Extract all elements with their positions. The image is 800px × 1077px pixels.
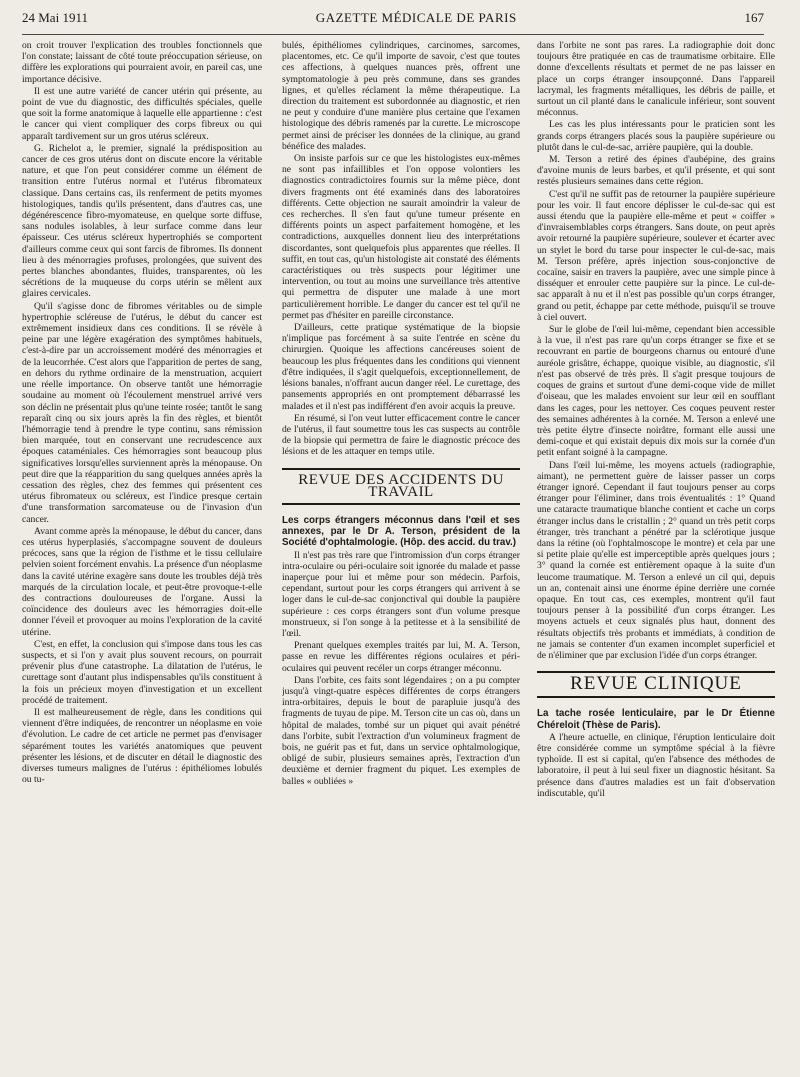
paragraph: C'est qu'il ne suffit pas de retourner la paupière supérieure pour les voir. Il faut encore déplisser le cul-de-sac qui est aussi étendu que la paupière elle-même et peut « coiffer » d'invraisemblables corps étrangers. Sans doute, on peut après avoir retourné la paupière supérieure, soulever et écarter avec un stylet le bord du tarse pour inspecter le cul-de-sac, mais M. Terson préfère, après injection sous-conjonctive de cocaïne, saisir en travers la paupière, avec une simple pince à disséquer et enrouler cette paupière sur la pince. Le cul-de-sac apparaît à nu et il n'est pas possible qu'un corps étranger, grand ou petit, échappe par cette méthode, puisqu'il se trouve à ciel ouvert. xyxy=(537,188,775,323)
paragraph: En résumé, si l'on veut lutter efficacement contre le cancer de l'utérus, il faut soumettre tous les cas suspects au contrôle de la biopsie qui permettra de faire le diagnostic précoce des lésions et de les attaquer en temps utile. xyxy=(282,412,520,458)
paragraph: on croit trouver l'explication des troubles fonctionnels que l'on constate; laissant de côté toute préoccupation sérieuse, on diffère les explorations qui pourraient avoir, en pareil cas, une importance décisive. xyxy=(22,40,262,85)
paragraph: C'est, en effet, la conclusion qui s'impose dans tous les cas suspects, et si l'on y avait plus souvent recours, on pourrait prévenir plus d'une catastrophe. La dilatation de l'utérus, le curettage sont d'autant plus indispensables qu'ils constituent à la fois un précieux moyen d'investigation et un excellent procédé de traitement. xyxy=(22,638,262,706)
paragraph: Qu'il s'agisse donc de fibromes véritables ou de simple hypertrophie scléreuse de l'utérus, le début du cancer est extrêmement insidieux dans ces conditions. Il se révèle à peine par une légère exagération des symptômes habituels, c'est-à-dire par un accroissement modéré des ménorragies et de la leucorrhée. C'est alors que l'apparition de pertes de sang, en dehors du rythme ordinaire de la menstruation, acquiert une réelle importance. On observe tantôt une hémorragie soudaine au moment où l'écoulement menstruel arrivé vers son déclin ne présentait plus qu'une teinte rosée; tantôt le sang reparaît cinq ou six jours après la fin des règles, et bientôt l'hémorragie tend à prendre le type continu, sans rémission bien marquée, tout en conservant une recrudescence aux époques cataméniales. Ces hémorragies sont beaucoup plus significatives lorsqu'elles surviennent après la ménopause. On peut dire que la réapparition du sang quelques années après la cessation des règles, chez des femmes qui présentent ces utérus fibromateux ou scléreux, est l'indice presque certain d'une transformation sarcomateuse ou de l'invasion d'un cancer. xyxy=(22,300,262,525)
article-title: Les corps étrangers méconnus dans l'œil et ses annexes, par le Dr A. Terson, président de la Société d'ophtalmologie. (Hôp. des accid. du trav.) xyxy=(282,514,520,549)
column-3 xyxy=(537,40,775,1070)
paragraph: Il est une autre variété de cancer utérin qui présente, au point de vue du diagnostic, des difficultés spéciales, quelle que soit la forme anatomique à laquelle elle appartienne : c'est le cancer qui vient compliquer des corps fibreux ou qui apparaît tardivement sur un gros utérus scléreux. xyxy=(22,85,262,142)
paragraph: On insiste parfois sur ce que les histologistes eux-mêmes ne sont pas infaillibles et l'on oppose volontiers les diagnostics contradictoires fournis sur la même pièce, dont divers fragments ont été examinés dans des laboratoires différents. Cette objection ne saurait amoindrir la valeur de ces recherches. Il s'en faut qu'une tumeur présente en différents points un aspect parfaitement homogène, et les contradictions, auxquelles donnent lieu des interprétations discordantes, sont quelquefois plus apparentes que réelles. Il suffit, en tout cas, qu'un histologiste ait constaté des éléments caractéristiques ou très suspects pour légitimer une intervention, ou tout au moins une surveillance très attentive qui permettra de disputer une malade à une mort particulièrement horrible. Le danger du cancer est tel qu'il ne permet pas d'hésiter en pareille circonstance. xyxy=(282,153,520,321)
paragraph: Avant comme après la ménopause, le début du cancer, dans ces utérus hyperplasiés, s'accompagne souvent de douleurs précoces, sans que la région de l'isthme et le tissu cellulaire pelvien soient forcément envahis. La présence d'un néoplasme dans la cavité utérine exagère sans doute les troubles déjà très marqués de la circulation locale, et peut-être provoque-t-elle des contractions douloureuses de l'organe. Aussi la coïncidence des douleurs avec les hémorragies doit-elle donner l'éveil et provoquer au moins l'exploration de la cavité utérine. xyxy=(22,525,262,638)
section-heading-text: REVUE DES ACCIDENTS DU TRAVAIL xyxy=(298,471,504,500)
paragraph: Dans l'orbite, ces faits sont légendaires ; on a pu compter jusqu'à vingt-quatre espèces différentes de corps étrangers intra-orbitaires, depuis le bout de parapluie jusqu'à des fragments de tuyau de pipe. M. Terson cite un cas où, dans un hôpital de malades, tombé sur un piquet qui avait pénétré dans l'orbite, subit l'extraction d'un volumineux fragment de bois, ne guérit pas et fut, dans un service ophtalmologique, obligé de subir, plusieurs semaines après, l'extraction d'un deuxième et dernier fragment du piquet. Les exemples de balles « oubliées » xyxy=(282,674,520,787)
paragraph: Les cas les plus intéressants pour le praticien sont les grands corps étrangers placés sous la paupière supérieure ou plutôt dans le cul-de-sac, arrière paupière, qui la double. xyxy=(537,119,775,153)
column-1 xyxy=(22,40,262,1070)
paragraph: Il n'est pas très rare que l'intromission d'un corps étranger intra-oculaire ou péri-oculaire soit ignorée du malade et passe inaperçue pour lui et même pour son médecin. Parfois, cependant, surtout pour les corps étrangers qui arrivent à se loger dans le cul-de-sac conjonctival qui double la paupière supérieure : ces corps étrangers sont d'un volume presque monstrueux, si l'on songe à la petitesse et à la sensibilité de l'œil. xyxy=(282,549,520,639)
column-2 xyxy=(282,40,520,1070)
section-heading-text: REVUE CLINIQUE xyxy=(570,673,742,695)
paragraph: Sur le globe de l'œil lui-même, cependant bien accessible à la vue, il n'est pas rare qu'un corps étranger se fixe et se recouvrant en partie de bourgeons charnus ou entouré d'une auréole grisâtre, échappe, quoique visible, au diagnostic, s'il n'est pas observé de très près. Il s'agit presque toujours de coques de grains et surtout d'une demi-coque vide de millet d'oiseau, que les malades envoient sur leur œil en soufflant dans les cages, pour les nettoyer. Ces coques peuvent rester des semaines adhérentes à la cornée. M. Terson a enlevé une très petite élytre d'insecte noirâtre, formant elle aussi une demi-coque et qui existait depuis dix mois sur la cornée d'un petit enfant soigné à la campagne. xyxy=(537,324,775,459)
paragraph: G. Richelot a, le premier, signalé la prédisposition au cancer de ces gros utérus dont on discute encore la véritable nature, et que l'on peut considérer comme un élément de transition entre l'utérus normal et l'utérus fibromateux classique. Dans certains cas, ils renferment de petits myomes histologiques, tandis qu'ils présentent, dans d'autres cas, une dégénérescence fibro-myomateuse, en quelque sorte diffuse, sans nodules isolables, à leur surface comme dans leur épaisseur. Ces utérus scléreux hypertrophiés se comportent d'ailleurs comme ceux qui sont farcis de fibromes. Ils donnent lieu à des ménorragies profuses, prolongées, que suivent des pertes blanches abondantes, fluides, transparentes, où les sécrétions de la muqueuse du corps utérin se mêlent aux glaires cervicales. xyxy=(22,142,262,300)
page-number: 167 xyxy=(744,10,764,25)
paragraph: Prenant quelques exemples traités par lui, M. A. Terson, passe en revue les différentes régions oculaires et péri-oculaires qui peuvent recéler un corps étranger méconnu. xyxy=(282,640,520,674)
paragraph: A l'heure actuelle, en clinique, l'éruption lenticulaire doit être considérée comme un symptôme spécial à la fièvre typhoïde. Il est si capital, qu'en l'absence des méthodes de laboratoire, il peut à lui seul fixer un diagnostic hésitant. Sa présence dans d'autres maladies est un fait d'observation indiscutable, qu'il xyxy=(537,731,775,799)
section-heading-clinique xyxy=(537,671,775,698)
header-date: 24 Mai 1911 xyxy=(22,10,88,25)
paragraph: dans l'orbite ne sont pas rares. La radiographie doit donc toujours être pratiquée en cas de traumatisme orbitaire. Elle donne d'excellents résultats et permet de ne pas laisser en place un corps étranger insoupçonné. Dans l'appareil lacrymal, les fragments métalliques, les débris de paille, et surtout un cil planté dans le canalicule inférieur, sont souvent méconnus. xyxy=(537,40,775,119)
paragraph: Il est malheureusement de règle, dans les conditions qui viennent d'être indiquées, de rencontrer un néoplasme en voie d'évolution. Le cadre de cet article ne permet pas d'envisager séparément toutes les variétés anatomiques que peuvent présenter les lésions, et de discuter en détail le diagnostic des diverses tumeurs malignes de l'utérus : épithéliomes lobulés ou tu- xyxy=(22,706,262,786)
journal-title: GAZETTE MÉDICALE DE PARIS xyxy=(315,10,517,25)
article-title: La tache rosée lenticulaire, par le Dr Étienne Chéreloit (Thèse de Paris). xyxy=(537,708,775,731)
paragraph: M. Terson a retiré des épines d'aubépine, des grains d'avoine munis de leurs barbes, et qu'il présente, et qui sont restés plusieurs semaines dans cette région. xyxy=(537,154,775,188)
paragraph: D'ailleurs, cette pratique systématique de la biopsie n'implique pas forcément à sa suite l'entrée en scène du chirurgien. Quoique les affections cancéreuses soient de beaucoup les plus fréquentes dans les conditions qui viennent d'être indiquées, il s'agit quelquefois, exceptionnellement, de lésions banales, n'offrant aucun danger réel. Le curettage, des pansements appropriés en ont promptement débarrassé les malades et il n'est pas indifférent d'en avoir acquis la preuve. xyxy=(282,322,520,412)
paragraph: bulés, épithéliomes cylindriques, carcinomes, sarcomes, placentomes, etc. Ce qu'il importe de savoir, c'est que toutes ces affections, à quelques nuances près, offrent une symptomatologie à peu près commune, dans ses grandes lignes, et qu'elles réclament la même thérapeutique. La direction du traitement est subordonnée au diagnostic, et rien ne peut y conduire d'une manière plus certaine que l'examen histologique des débris ramenés par la curette. Le microscope permet ainsi de préciser les données de la clinique, au grand bénéfice des malades. xyxy=(282,40,520,152)
page-header xyxy=(22,10,764,35)
paragraph: Dans l'œil lui-même, les moyens actuels (radiographie, aimant), ne permettent guère de laisser passer un corps étranger ignoré. Cependant il faut toujours penser au corps étranger pour l'éliminer, dans trois éventualités : 1° Quand une cataracte traumatique blanche contient et cache un corps étranger inclus dans le cristallin ; 2° quand un très petit corps étranger, très tranchant a pénétré par la sclérotique jusque dans la rétine (où l'ophtalmoscope le montre) et cela par une si petite plaie qu'elle est imperceptible après quelques jours ; 3° quand la cornée est entièrement opaque à la suite d'un leucome traumatique. M. Terson a enlevé un cil qui, depuis un an, contenait ainsi une énorme épine derrière une cornée opaque. En tout cas, ces exemples, montrent qu'il faut toujours penser à la possibilité d'un corps étranger. Les moyens actuels et ceux signalés plus haut, donnent des résultats objectifs très probants et immédiats, à condition de ne jamais se contenter d'un examen incomplet superficiel et de n'éliminer que par exclusion l'idée d'un corps étranger. xyxy=(537,459,775,661)
section-heading-accidents xyxy=(282,468,520,505)
